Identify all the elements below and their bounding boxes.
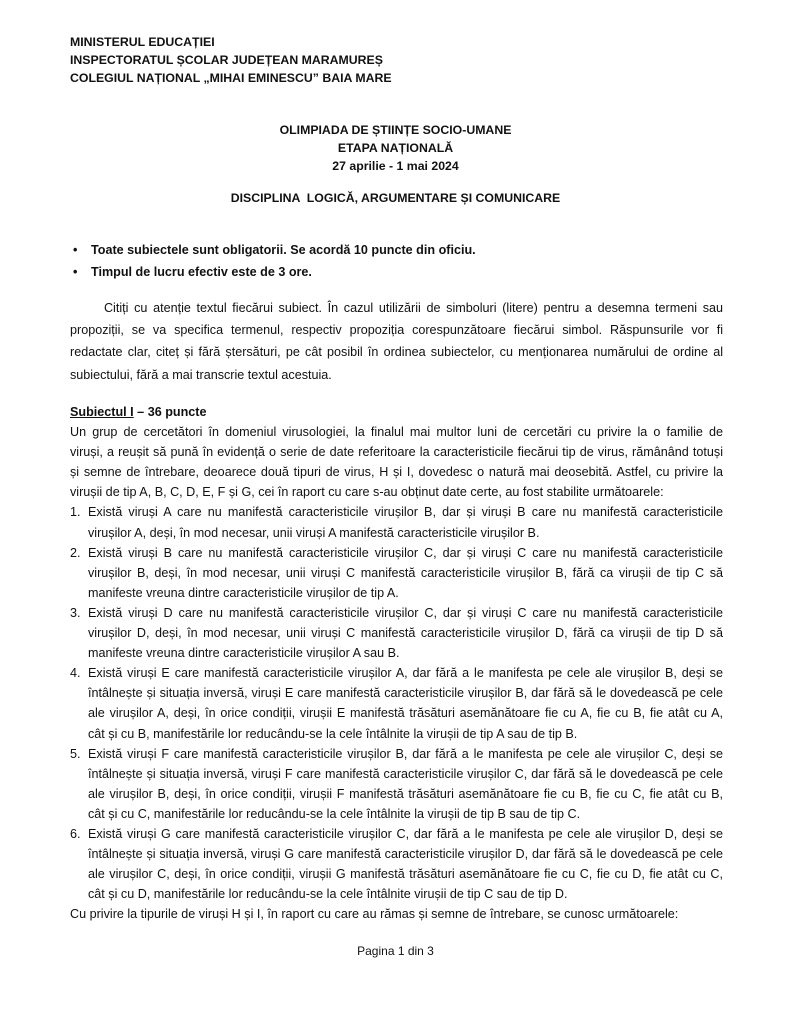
- text-line: întâlnește și situația inversă, viruși G care manifestă caracteristicile virușilor D, dar fără să le dovedească pe cele: [88, 847, 723, 862]
- subject-section: [70, 404, 723, 926]
- item-number: 3.: [70, 605, 81, 620]
- title-line: OLIMPIADA DE ȘTIINȚE SOCIO-UMANE: [279, 123, 512, 137]
- item-number: 1.: [70, 505, 81, 520]
- discipline-heading: DISCIPLINA LOGICĂ, ARGUMENTARE ȘI COMUNICARE: [230, 191, 561, 205]
- text-line: cât și cu B, manifestările lor reducându-se la cele întâlnite la virușii de tip A sau de tip B.: [88, 726, 578, 741]
- text-line: Citiți cu atenție textul fiecărui subiect. În cazul utilizării de simboluri (litere) pentru a desemna termeni sau: [70, 301, 723, 315]
- condition-item: [70, 504, 723, 544]
- rule-item: [70, 242, 730, 264]
- text-line: ale virușilor B, deși, în orice condiții, virușii F manifestă trăsături asemănătoare fie cu B, fie cu C, fie atât cu B,: [88, 786, 723, 801]
- text-line: Există viruși F care manifestă caracteristicile virușilor B, dar fără a le manifesta pe cele ale virușilor C, deși se: [88, 746, 723, 761]
- text-line: Există viruși A care nu manifestă caracteristicile virușilor B, dar și viruși B care nu manifestă caracteristicile: [88, 505, 723, 520]
- text-line: Există viruși E care manifestă caracteristicile virușilor A, dar fără a le manifesta pe cele ale virușilor B, deși se: [88, 666, 723, 681]
- item-number: 4.: [70, 666, 81, 681]
- text-line: și semne de întrebare, deoarece două tipuri de virus, H și I, dovedesc o natură mai deosebită. Astfel, cu privire la: [70, 465, 723, 480]
- bullet-icon: •: [73, 243, 78, 257]
- subject-heading: [70, 404, 723, 424]
- rule-text: Toate subiectele sunt obligatorii. Se acordă 10 puncte din oficiu.: [91, 243, 476, 257]
- text-line: redactate clar, citeț și fără ștersături, pe cât posibil în ordinea subiectelor, cu menționarea numărului de ordine al: [70, 345, 723, 360]
- rule-text: Timpul de lucru efectiv este de 3 ore.: [91, 265, 312, 279]
- text-line: întâlnește și situația inversă, viruși F care manifestă caracteristicile virușilor C, dar fără să le dovedească pe cele: [88, 766, 723, 781]
- text-line: propoziții, se va specifica termenul, respectiv propoziția corespunzătoare fiecărui simbol. Răspunsurile vor fi: [70, 323, 723, 338]
- rule-item: [70, 264, 730, 286]
- text-line: manifeste vreuna dintre caracteristicile virușilor de tip A.: [88, 585, 399, 600]
- text-line: ale virușilor C, deși, în orice condiții, virușii G manifestă trăsături asemănătoare fie cu C, fie cu D, fie atât cu C,: [88, 867, 723, 882]
- text-line: Un grup de cercetători în domeniul virusologiei, la finalul mai multor luni de cercetări cu privire la o familie de: [70, 425, 723, 440]
- item-number: 2.: [70, 545, 81, 560]
- text-line: Există viruși D care nu manifestă caracteristicile virușilor C, dar și viruși C care nu manifestă caracteristicile: [88, 605, 723, 620]
- header-line: MINISTERUL EDUCAȚIEI: [70, 35, 215, 49]
- text-line: cât și cu D, manifestările lor reducându-se la cele întâlnite virușii de tip C sau de tip D.: [88, 887, 568, 902]
- header-line: COLEGIUL NAȚIONAL „MIHAI EMINESCU” BAIA MARE: [70, 71, 392, 85]
- condition-item: [70, 605, 723, 665]
- text-line: manifeste vreuna dintre caracteristicile virușilor A sau B.: [88, 646, 400, 661]
- header-line: INSPECTORATUL ȘCOLAR JUDEȚEAN MARAMUREȘ: [70, 53, 383, 67]
- title-line: 27 aprilie - 1 mai 2024: [332, 159, 459, 173]
- document-title: [0, 121, 791, 175]
- condition-item: [70, 665, 723, 745]
- text-line: Există viruși G care manifestă caracteristicile virușilor C, dar fără a le manifesta pe cele ale virușilor D, deși se: [88, 826, 723, 841]
- institution-header: [70, 33, 392, 87]
- text-line: virușilor B, deși, în mod necesar, unii viruși C manifestă caracteristicile virușilor B, fără ca virușii de tip C să: [88, 565, 723, 580]
- text-line: întâlnește și situația inversă, viruși E care manifestă caracteristicile virușilor B, dar fără să le dovedească pe cele: [88, 686, 723, 701]
- rules-list: [70, 242, 730, 286]
- condition-item: [70, 826, 723, 906]
- text-line: virușilor D, deși, în mod necesar, unii viruși C manifestă caracteristicile virușilor D, fără ca virușii de tip D să: [88, 626, 723, 641]
- conditions-list: [70, 504, 723, 906]
- text-line: subiectului, fără a mai transcrie textul acestuia.: [70, 367, 332, 382]
- text-line: cât și cu C, manifestările lor reducându-se la cele întâlnite la virușii de tip B sau de tip C.: [88, 806, 581, 821]
- subject-points: – 36 puncte: [133, 405, 207, 419]
- item-number: 5.: [70, 746, 81, 761]
- title-line: ETAPA NAȚIONALĂ: [337, 141, 454, 155]
- item-number: 6.: [70, 826, 81, 841]
- bullet-icon: •: [73, 265, 78, 279]
- page-number: Pagina 1 din 3: [357, 944, 434, 958]
- subject-label: Subiectul I: [70, 405, 134, 419]
- condition-item: [70, 746, 723, 826]
- subject-intro: [70, 424, 723, 504]
- text-line: virușii de tip A, B, C, D, E, F și G, cei în raport cu care s-au obținut date certe, au fost stabilite următoarele:: [70, 485, 664, 500]
- text-line: Există viruși B care nu manifestă caracteristicile virușilor C, dar și viruși C care nu manifestă caracteristicile: [88, 545, 723, 560]
- text-line: ale virușilor A, deși, în orice condiții, virușii E manifestă trăsături asemănătoare fie cu A, fie cu B, fie atât cu A,: [88, 706, 723, 721]
- closing-text: Cu privire la tipurile de viruși H și I, în raport cu care au rămas și semne de întrebare, se cunosc următoarele:: [70, 907, 679, 922]
- condition-item: [70, 545, 723, 605]
- text-line: viruși, a reușit să pună în evidență o serie de date referitoare la caracteristicile fiecărui tip de virus, rămânând totuși: [70, 445, 723, 460]
- text-line: virușilor A, deși, în mod necesar, unii viruși A manifestă caracteristicile virușilor B.: [88, 525, 540, 540]
- instructions-paragraph: [70, 300, 723, 389]
